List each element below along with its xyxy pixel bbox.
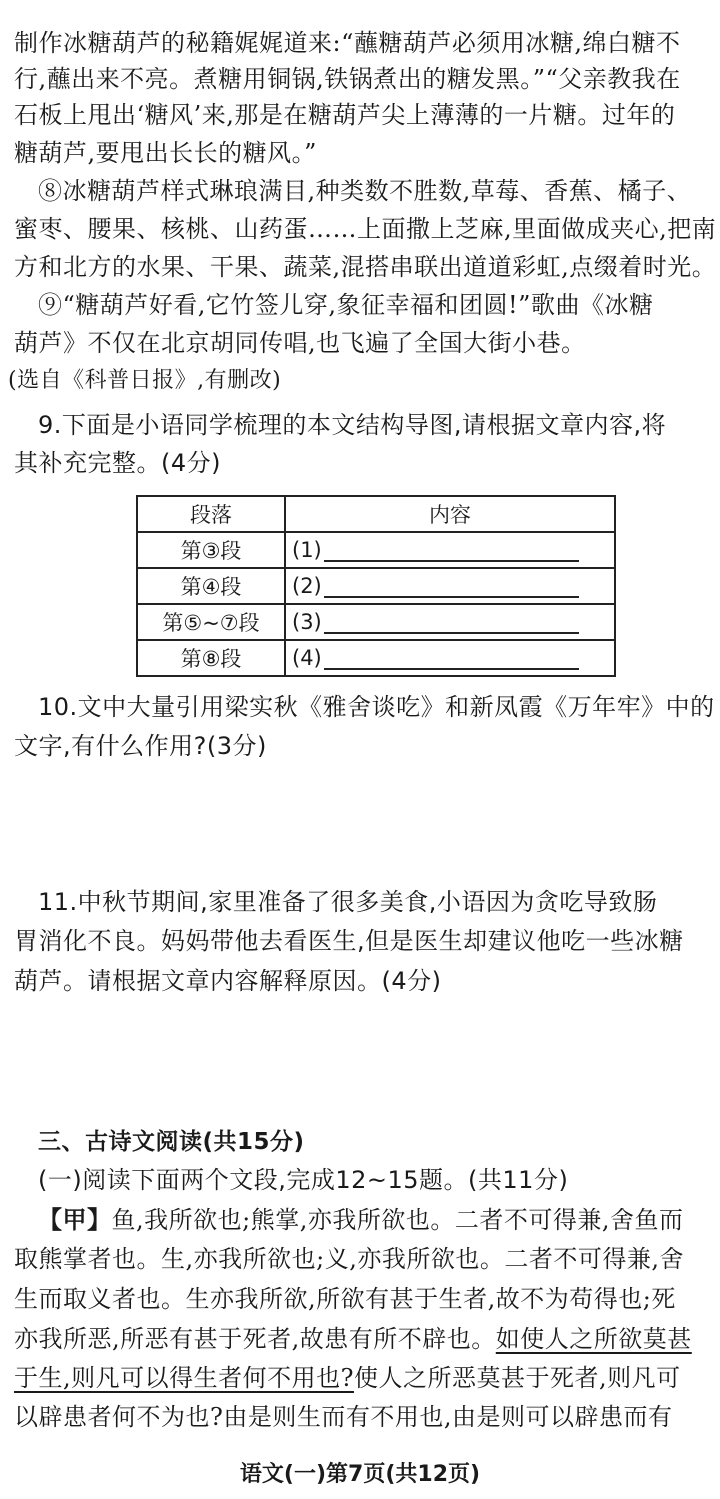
classical-text-line: 取熊掌者也。生,亦我所欲也;义,亦我所欲也。二者不可得兼,舍 (14, 1245, 684, 1273)
blank-number: (1) (292, 538, 322, 562)
passage-label: 【甲】 (38, 1206, 112, 1234)
question-10-line: 文字,有什么作用?(3分) (14, 732, 267, 760)
answer-line (324, 614, 579, 634)
answer-blank-3[interactable] (285, 604, 615, 640)
page-footer: 语文(一)第7页(共12页) (239, 1462, 481, 1487)
question-9-line: 其补充完整。(4分) (14, 449, 221, 477)
table-row (137, 568, 615, 604)
underlined-sentence: 如使人之所欲莫甚 (495, 1325, 692, 1353)
article-line: 制作冰糖葫芦的秘籍娓娓道来:“蘸糖葫芦必须用冰糖,绵白糖不 (14, 29, 681, 57)
article-line: 葫芦》不仅在北京胡同传唱,也飞遍了全国大街小巷。 (14, 329, 586, 357)
table-cell-segment: 第④段 (137, 568, 285, 604)
article-line: 行,蘸出来不亮。煮糖用铜锅,铁锅煮出的糖发黑。”“父亲教我在 (14, 65, 681, 93)
article-line: ⑨“糖葫芦好看,它竹签儿穿,象征幸福和团圆!”歌曲《冰糖 (38, 291, 654, 319)
question-11-line: 葫芦。请根据文章内容解释原因。(4分) (14, 967, 442, 995)
table-header-row (137, 496, 615, 532)
classical-text: 亦我所恶,所恶有甚于死者,故患有所不辟也。 (14, 1325, 496, 1353)
table-header-segment: 段落 (137, 496, 285, 532)
classical-text-line (14, 1361, 681, 1395)
answer-line (324, 578, 579, 598)
section-heading: 三、古诗文阅读(共15分) (38, 1129, 305, 1155)
underlined-sentence: 于生,则凡可以得生者何不用也? (14, 1364, 354, 1392)
classical-text-line: 以辟患者何不为也?由是则生而有不用也,由是则可以辟患而有 (14, 1403, 673, 1431)
article-source: (选自《科普日报》,有删改) (8, 368, 282, 393)
article-line: ⑧冰糖葫芦样式琳琅满目,种类数不胜数,草莓、香蕉、橘子、 (38, 177, 692, 205)
classical-text-line (38, 1203, 683, 1237)
structure-table (136, 495, 616, 677)
question-11-line: 11.中秋节期间,家里准备了很多美食,小语因为贪吃导致肠 (38, 888, 658, 916)
answer-line (324, 650, 579, 670)
section-subheading: (一)阅读下面两个文段,完成12~15题。(共11分) (38, 1166, 569, 1194)
table-cell-segment: 第⑧段 (137, 640, 285, 676)
table-row (137, 640, 615, 676)
blank-number: (4) (292, 646, 322, 670)
article-line: 蜜枣、腰果、核桃、山药蛋……上面撒上芝麻,里面做成夹心,把南 (14, 215, 717, 243)
classical-text-line (14, 1322, 692, 1356)
table-cell-segment: 第⑤~⑦段 (137, 604, 285, 640)
classical-text: 使人之所恶莫甚于死者,则凡可 (354, 1364, 681, 1392)
article-line: 石板上甩出‘糖风’来,那是在糖葫芦尖上薄薄的一片糖。过年的 (14, 101, 676, 129)
question-10-line: 10.文中大量引用梁实秋《雅舍谈吃》和新凤霞《万年牢》中的 (38, 693, 715, 721)
article-line: 糖葫芦,要甩出长长的糖风。” (14, 139, 317, 167)
table-cell-segment: 第③段 (137, 532, 285, 568)
table-row (137, 532, 615, 568)
blank-number: (3) (292, 610, 322, 634)
classical-text-line: 生而取义者也。生亦我所欲,所欲有甚于生者,故不为苟得也;死 (14, 1285, 676, 1313)
article-line: 方和北方的水果、干果、蔬菜,混搭串联出道道彩虹,点缀着时光。 (14, 253, 717, 281)
answer-line (324, 542, 579, 562)
answer-blank-4[interactable] (285, 640, 615, 676)
table-header-content: 内容 (285, 496, 615, 532)
answer-blank-2[interactable] (285, 568, 615, 604)
question-11-line: 胃消化不良。妈妈带他去看医生,但是医生却建议他吃一些冰糖 (14, 927, 684, 955)
table-row (137, 604, 615, 640)
question-9-line: 9.下面是小语同学梳理的本文结构导图,请根据文章内容,将 (38, 411, 667, 439)
classical-text: 鱼,我所欲也;熊掌,亦我所欲也。二者不可得兼,舍鱼而 (111, 1206, 684, 1234)
answer-blank-1[interactable] (285, 532, 615, 568)
blank-number: (2) (292, 574, 322, 598)
